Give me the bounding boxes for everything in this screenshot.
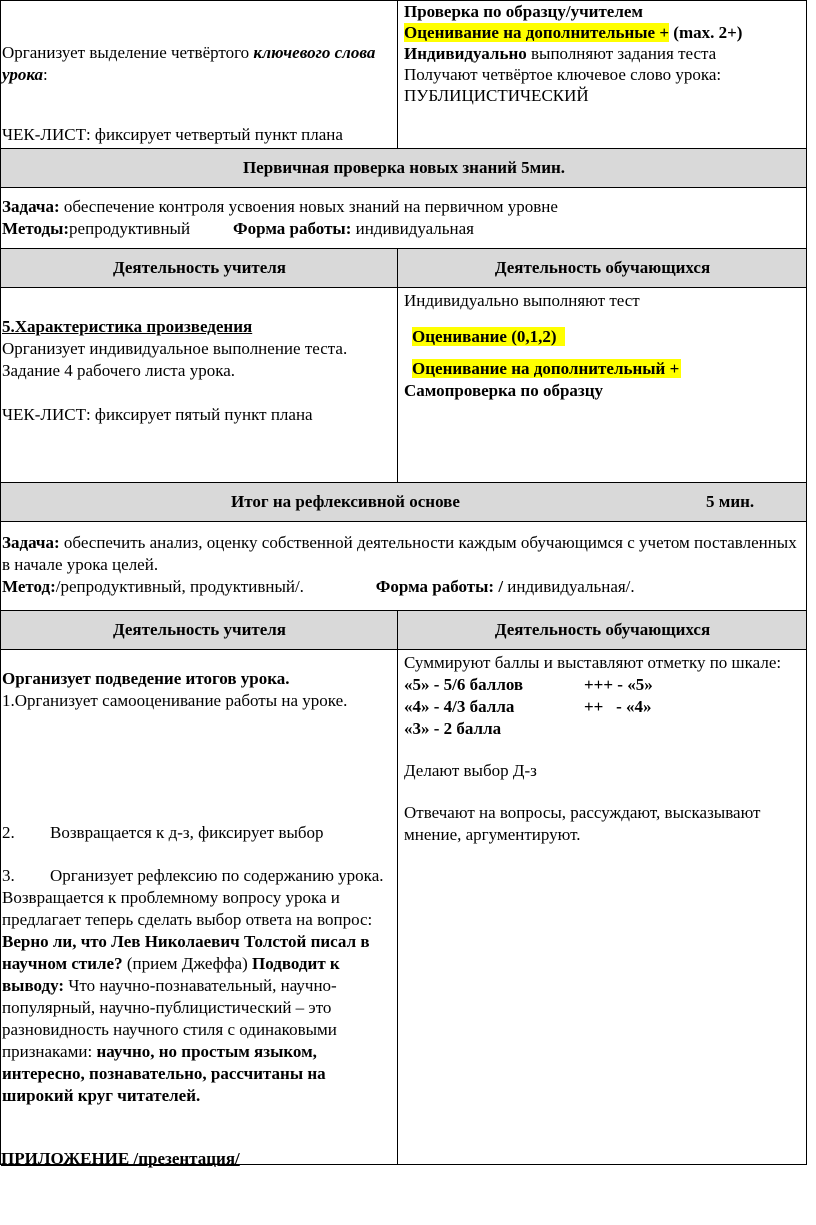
form-label: Форма работы: / (375, 577, 504, 596)
text-suffix: : (43, 65, 48, 84)
scale-mark: +++ - «5» (584, 675, 653, 694)
col-students-header: Деятельность обучающихся (398, 611, 807, 650)
work-characteristic-title: 5.Характеристика произведения (2, 317, 253, 336)
stage1-columns-row (1, 249, 807, 288)
task-label: Задача: (2, 533, 60, 552)
text-prefix: Организует выделение четвёртого (2, 43, 254, 62)
task-text: обеспечить анализ, оценку собственной деятельности каждым обучающимся с учетом поставленных в начале урока целей. (2, 533, 797, 574)
task-text: обеспечение контроля усвоения новых знаний на первичном уровне (59, 197, 558, 216)
col-teacher-header: Деятельность учителя (1, 611, 398, 650)
teacher-task-text: Задание 4 рабочего листа урока. (2, 361, 236, 380)
students-answer-text: Отвечают на вопросы, рассуждают, высказывают мнение, аргументируют. (404, 803, 761, 844)
checklist-4: ЧЕК-ЛИСТ: фиксирует четвертый пункт плана (2, 125, 343, 144)
scale-grade: «5» - 5/6 баллов (404, 675, 524, 694)
students-cell-keyword (398, 1, 807, 149)
summing-up-title: Организует подведение итогов урока. (2, 669, 290, 688)
homework-choice-text: Делают выбор Д-з (404, 761, 537, 780)
stage2-duration: 5 мин. (706, 492, 755, 511)
grading-scale (404, 674, 806, 740)
stage1-title: Первичная проверка новых знаний 5мин. (1, 149, 807, 188)
stage1-task-row (1, 188, 807, 249)
scale-grade: «3» - 2 балла (404, 719, 502, 738)
form-label: Форма работы: (233, 219, 352, 238)
check-by-sample: Проверка по образцу/учителем (404, 2, 644, 21)
stage2-columns-row (1, 611, 807, 650)
teacher-keyword-text (2, 42, 397, 86)
checklist-5: ЧЕК-ЛИСТ: фиксирует пятый пункт плана (2, 405, 313, 424)
conclusion-label: Подводит к выводу: (2, 954, 340, 995)
stage1-task-cell (1, 188, 807, 249)
stage1-teacher-cell (1, 288, 398, 483)
stage2-content-row (1, 650, 807, 1165)
methods-label: Методы: (2, 219, 70, 238)
task-label: Задача: (2, 197, 60, 216)
keyword-receive-text: Получают четвёртое ключевое слово урока: (404, 65, 722, 84)
method-label: Метод: (2, 577, 56, 596)
methods-text: репродуктивный (69, 219, 191, 238)
assessment-012-highlight: Оценивание (0,1,2) (412, 327, 565, 346)
self-check-text: Самопроверка по образцу (404, 381, 604, 400)
stage2-task-cell (1, 522, 807, 611)
form-text: индивидуальная/. (503, 577, 635, 596)
individually-text: выполняют задания теста (526, 44, 717, 63)
students-test-text: Индивидуально выполняют тест (404, 291, 640, 310)
stage1-students-cell (398, 288, 807, 483)
appendix-heading: ПРИЛОЖЕНИЕ /презентация/ (1, 1149, 240, 1168)
extra-plus-highlight: Оценивание на дополнительный + (412, 359, 680, 378)
scale-mark: ++ - «4» (584, 697, 652, 716)
individually-label: Индивидуально (404, 44, 527, 63)
method-text: /репродуктивный, продуктивный/. (55, 577, 304, 596)
stage1-content-row (1, 288, 807, 483)
stage2-students-cell (398, 650, 807, 1165)
col-students-header: Деятельность обучающихся (398, 249, 807, 288)
form-text: индивидуальная (351, 219, 474, 238)
problem-question: Верно ли, что Лев Николаевич Толстой писал в научном стиле? (2, 932, 370, 973)
stage2-header-cell (1, 483, 807, 522)
stage1-header-row (1, 149, 807, 188)
stage2-title: Итог на рефлексивной основе (231, 492, 460, 511)
teacher-cell-keyword (1, 1, 398, 149)
stage2-header-row (1, 483, 807, 522)
stage2-task-row (1, 522, 807, 611)
self-assessment-text: 1.Организует самооценивание работы на уроке. (2, 691, 348, 710)
homework-point: 2. Возвращается к д-з, фиксирует выбор (2, 823, 324, 842)
extra-assessment-max: (max. 2+) (669, 23, 743, 42)
col-teacher-header: Деятельность учителя (1, 249, 398, 288)
keyword-italic: ключевого слова урока (2, 43, 376, 84)
extra-assessment-highlight: Оценивание на дополнительные + (404, 23, 670, 42)
stage2-teacher-cell (1, 650, 398, 1165)
row-keyword-4 (1, 1, 807, 149)
scale-grade: «4» - 4/3 балла (404, 697, 515, 716)
reflection-point: 3. Организует рефлексию по содержанию урока. Возвращается к проблемному вопросу урока и предлагает теперь сделать выбор ответа на вопрос: Верно ли, что Лев Николаевич Толстой писал в научном стиле? (прием Джеффа) Подводит к выводу: Что научно-познавательный, научно-популярный, научно-публицистический – это разновидность научного стиля с одинаковыми признаками: научно, но простым языком, интересно, познавательно, рассчитаны на широкий круг читателей. (2, 866, 384, 1105)
conclusion-features: научно, но простым языком, интересно, познавательно, рассчитаны на широкий круг читателей. (2, 1042, 326, 1105)
teacher-test-text: Организует индивидуальное выполнение теста. (2, 339, 348, 358)
keyword-value: ПУБЛИЦИСТИЧЕСКИЙ (404, 86, 589, 105)
scale-intro: Суммируют баллы и выставляют отметку по шкале: (404, 653, 782, 672)
